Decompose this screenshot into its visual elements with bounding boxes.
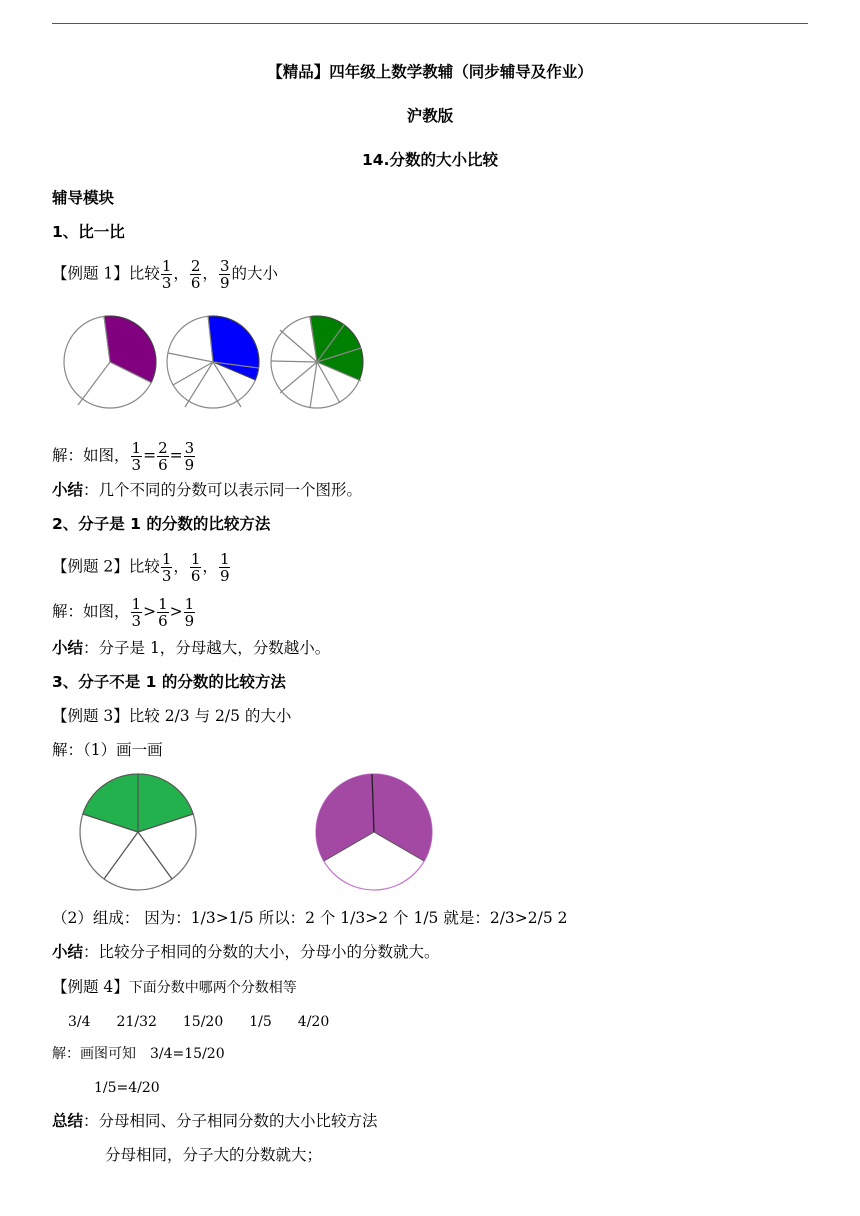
summary-label: 小结: [52, 481, 84, 499]
fraction: $\frac{1}{6}$: [190, 550, 201, 585]
summary-label: 小结: [52, 639, 84, 657]
pie-two-fifths: [80, 774, 196, 890]
fraction-item: 1/5: [249, 1014, 272, 1030]
conclusion-text: ：分母相同、分子相同分数的大小比较方法: [83, 1112, 378, 1130]
fraction-list: [68, 1011, 329, 1033]
section2-heading: 2、分子是 1 的分数的比较方法: [52, 515, 271, 533]
equation-1: 3/4=15/20: [150, 1046, 225, 1062]
summary2: [52, 637, 330, 659]
example4-line: [52, 976, 297, 999]
section3-heading: 3、分子不是 1 的分数的比较方法: [52, 673, 286, 691]
fraction-item: 15/20: [182, 1014, 224, 1030]
example1-label: 【例题 1】: [52, 264, 129, 283]
example1-pie-diagram: [60, 305, 370, 417]
example4-label: 【例题 4】: [52, 978, 129, 996]
edition-label: 沪教版: [406, 107, 454, 125]
summary1: [52, 479, 362, 501]
solution1-prefix: 解：如图，: [52, 446, 130, 465]
fraction: $\frac{2}{6}$: [158, 439, 168, 474]
example4-text: 下面分数中哪两个分数相等: [128, 980, 297, 996]
summary-text: ：分子是 1，分母越大，分数越小。: [83, 639, 331, 657]
solution1-line: [52, 440, 196, 473]
greater-than-sign: >: [143, 602, 157, 621]
greater-than-sign: >: [169, 602, 183, 621]
module-heading: 辅导模块: [52, 189, 115, 207]
summary-text: ：几个不同的分数可以表示同一个图形。: [83, 481, 363, 499]
comma: ，: [202, 264, 218, 283]
example3-text: 比较 2/3 与 2/5 的大小: [128, 707, 292, 725]
lesson-title: 14.分数的大小比较: [362, 151, 498, 169]
fraction: $\frac{1}{6}$: [158, 595, 168, 630]
solution3-line: 解：（1）画一画: [52, 741, 163, 759]
example3-line: [52, 705, 291, 727]
pie-ninths: [271, 316, 363, 408]
document-title: 【精品】四年级上数学教辅（同步辅导及作业）: [267, 63, 593, 81]
equals-sign: =: [169, 446, 183, 465]
solution4-line: [52, 1043, 225, 1065]
pie-two-thirds: [316, 774, 432, 890]
summary-text: ：比较分子相同的分数的大小，分母小的分数就大。: [83, 943, 440, 961]
step2-line: （2）组成： 因为：1/3>1/5 所以：2 个 1/3>2 个 1/5 就是：2/3>2/5 2: [52, 909, 568, 927]
comma: ，: [202, 557, 218, 576]
section1-heading: 1、比一比: [52, 223, 125, 241]
pie-sixths: [167, 316, 259, 408]
solution2-line: [52, 596, 196, 629]
fraction: $\frac{1}{9}$: [184, 595, 195, 630]
fraction: $\frac{3}{9}$: [219, 257, 230, 292]
fraction: $\frac{3}{9}$: [184, 439, 195, 474]
fraction: $\frac{1}{3}$: [161, 550, 172, 585]
solution2-prefix: 解：如图，: [52, 602, 130, 621]
fraction: $\frac{1}{9}$: [219, 550, 230, 585]
fraction: $\frac{1}{3}$: [131, 595, 142, 630]
example2-label: 【例题 2】: [52, 557, 129, 576]
example1-line: [52, 258, 278, 291]
comma: ，: [173, 264, 189, 283]
fraction: $\frac{1}{3}$: [131, 439, 142, 474]
example2-line: [52, 551, 231, 584]
conclusion-label: 总结: [52, 1112, 84, 1130]
example3-pie-diagram: [72, 770, 442, 895]
pie-thirds: [64, 316, 156, 408]
example2-prefix: 比较: [128, 557, 160, 576]
fraction-item: 21/32: [116, 1014, 157, 1030]
fraction: $\frac{1}{3}$: [161, 257, 172, 292]
fraction-item: 4/20: [297, 1014, 330, 1030]
comma: ，: [173, 557, 189, 576]
example3-label: 【例题 3】: [52, 707, 129, 725]
fraction: $\frac{2}{6}$: [190, 257, 201, 292]
solution4-prefix: 解：画图可知: [52, 1046, 136, 1062]
conclusion-line2: 分母相同，分子大的分数就大；: [105, 1146, 323, 1164]
fraction-item: 3/4: [68, 1014, 91, 1030]
header-rule: [52, 23, 808, 24]
example1-suffix: 的大小: [231, 264, 278, 283]
example1-prefix: 比较: [128, 264, 160, 283]
conclusion: [52, 1110, 378, 1132]
equation-2: 1/5=4/20: [94, 1080, 160, 1096]
summary3: [52, 941, 440, 963]
equals-sign: =: [143, 446, 157, 465]
summary-label: 小结: [52, 943, 84, 961]
